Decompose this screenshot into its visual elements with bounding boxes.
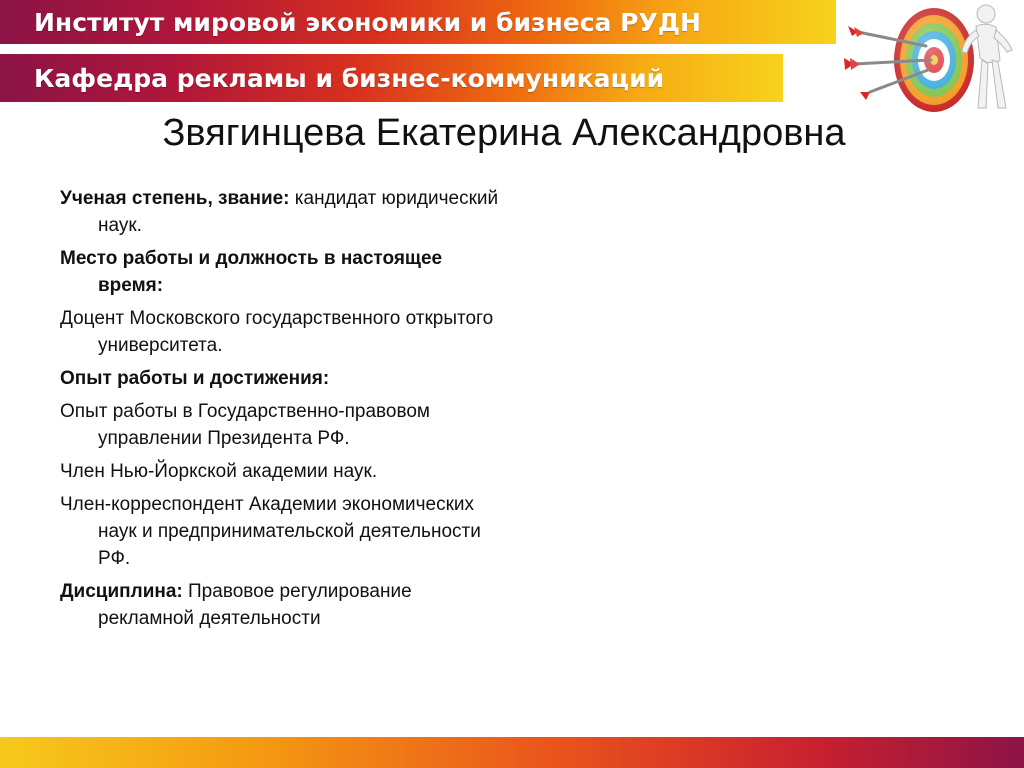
institute-banner — [0, 0, 836, 44]
workplace-heading-text: Место работы и должность в настоящее время: — [60, 248, 443, 296]
workplace-value: Доцент Московского государственного открытого университета. — [60, 308, 494, 356]
discipline-value: Правовое регулирование рекламной деятельности — [98, 581, 412, 629]
workplace-heading — [60, 245, 500, 299]
experience-heading-text: Опыт работы и достижения: — [60, 368, 330, 389]
institute-name: Институт мировой экономики и бизнеса РУДН — [34, 7, 701, 37]
degree-label: Ученая степень, звание: — [60, 188, 290, 209]
profile-content — [60, 185, 500, 638]
discipline-label: Дисциплина: — [60, 581, 183, 602]
discipline-paragraph — [60, 578, 500, 632]
department-banner — [0, 54, 783, 102]
footer-bar — [0, 737, 1024, 768]
experience-heading — [60, 365, 500, 392]
degree-value: кандидат юридический наук. — [98, 188, 499, 236]
experience-item: Член Нью-Йоркской академии наук. — [60, 461, 378, 482]
degree-paragraph — [60, 185, 500, 239]
page-title: Звягинцева Екатерина Александровна — [162, 112, 846, 154]
experience-item: Член-корреспондент Академии экономических наук и предпринимательской деятельности РФ. — [60, 494, 481, 569]
target-with-arrows-and-figure-icon — [836, 0, 1024, 118]
department-name: Кафедра рекламы и бизнес-коммуникаций — [34, 63, 665, 93]
experience-item: Опыт работы в Государственно-правовом управлении Президента РФ. — [60, 401, 430, 449]
